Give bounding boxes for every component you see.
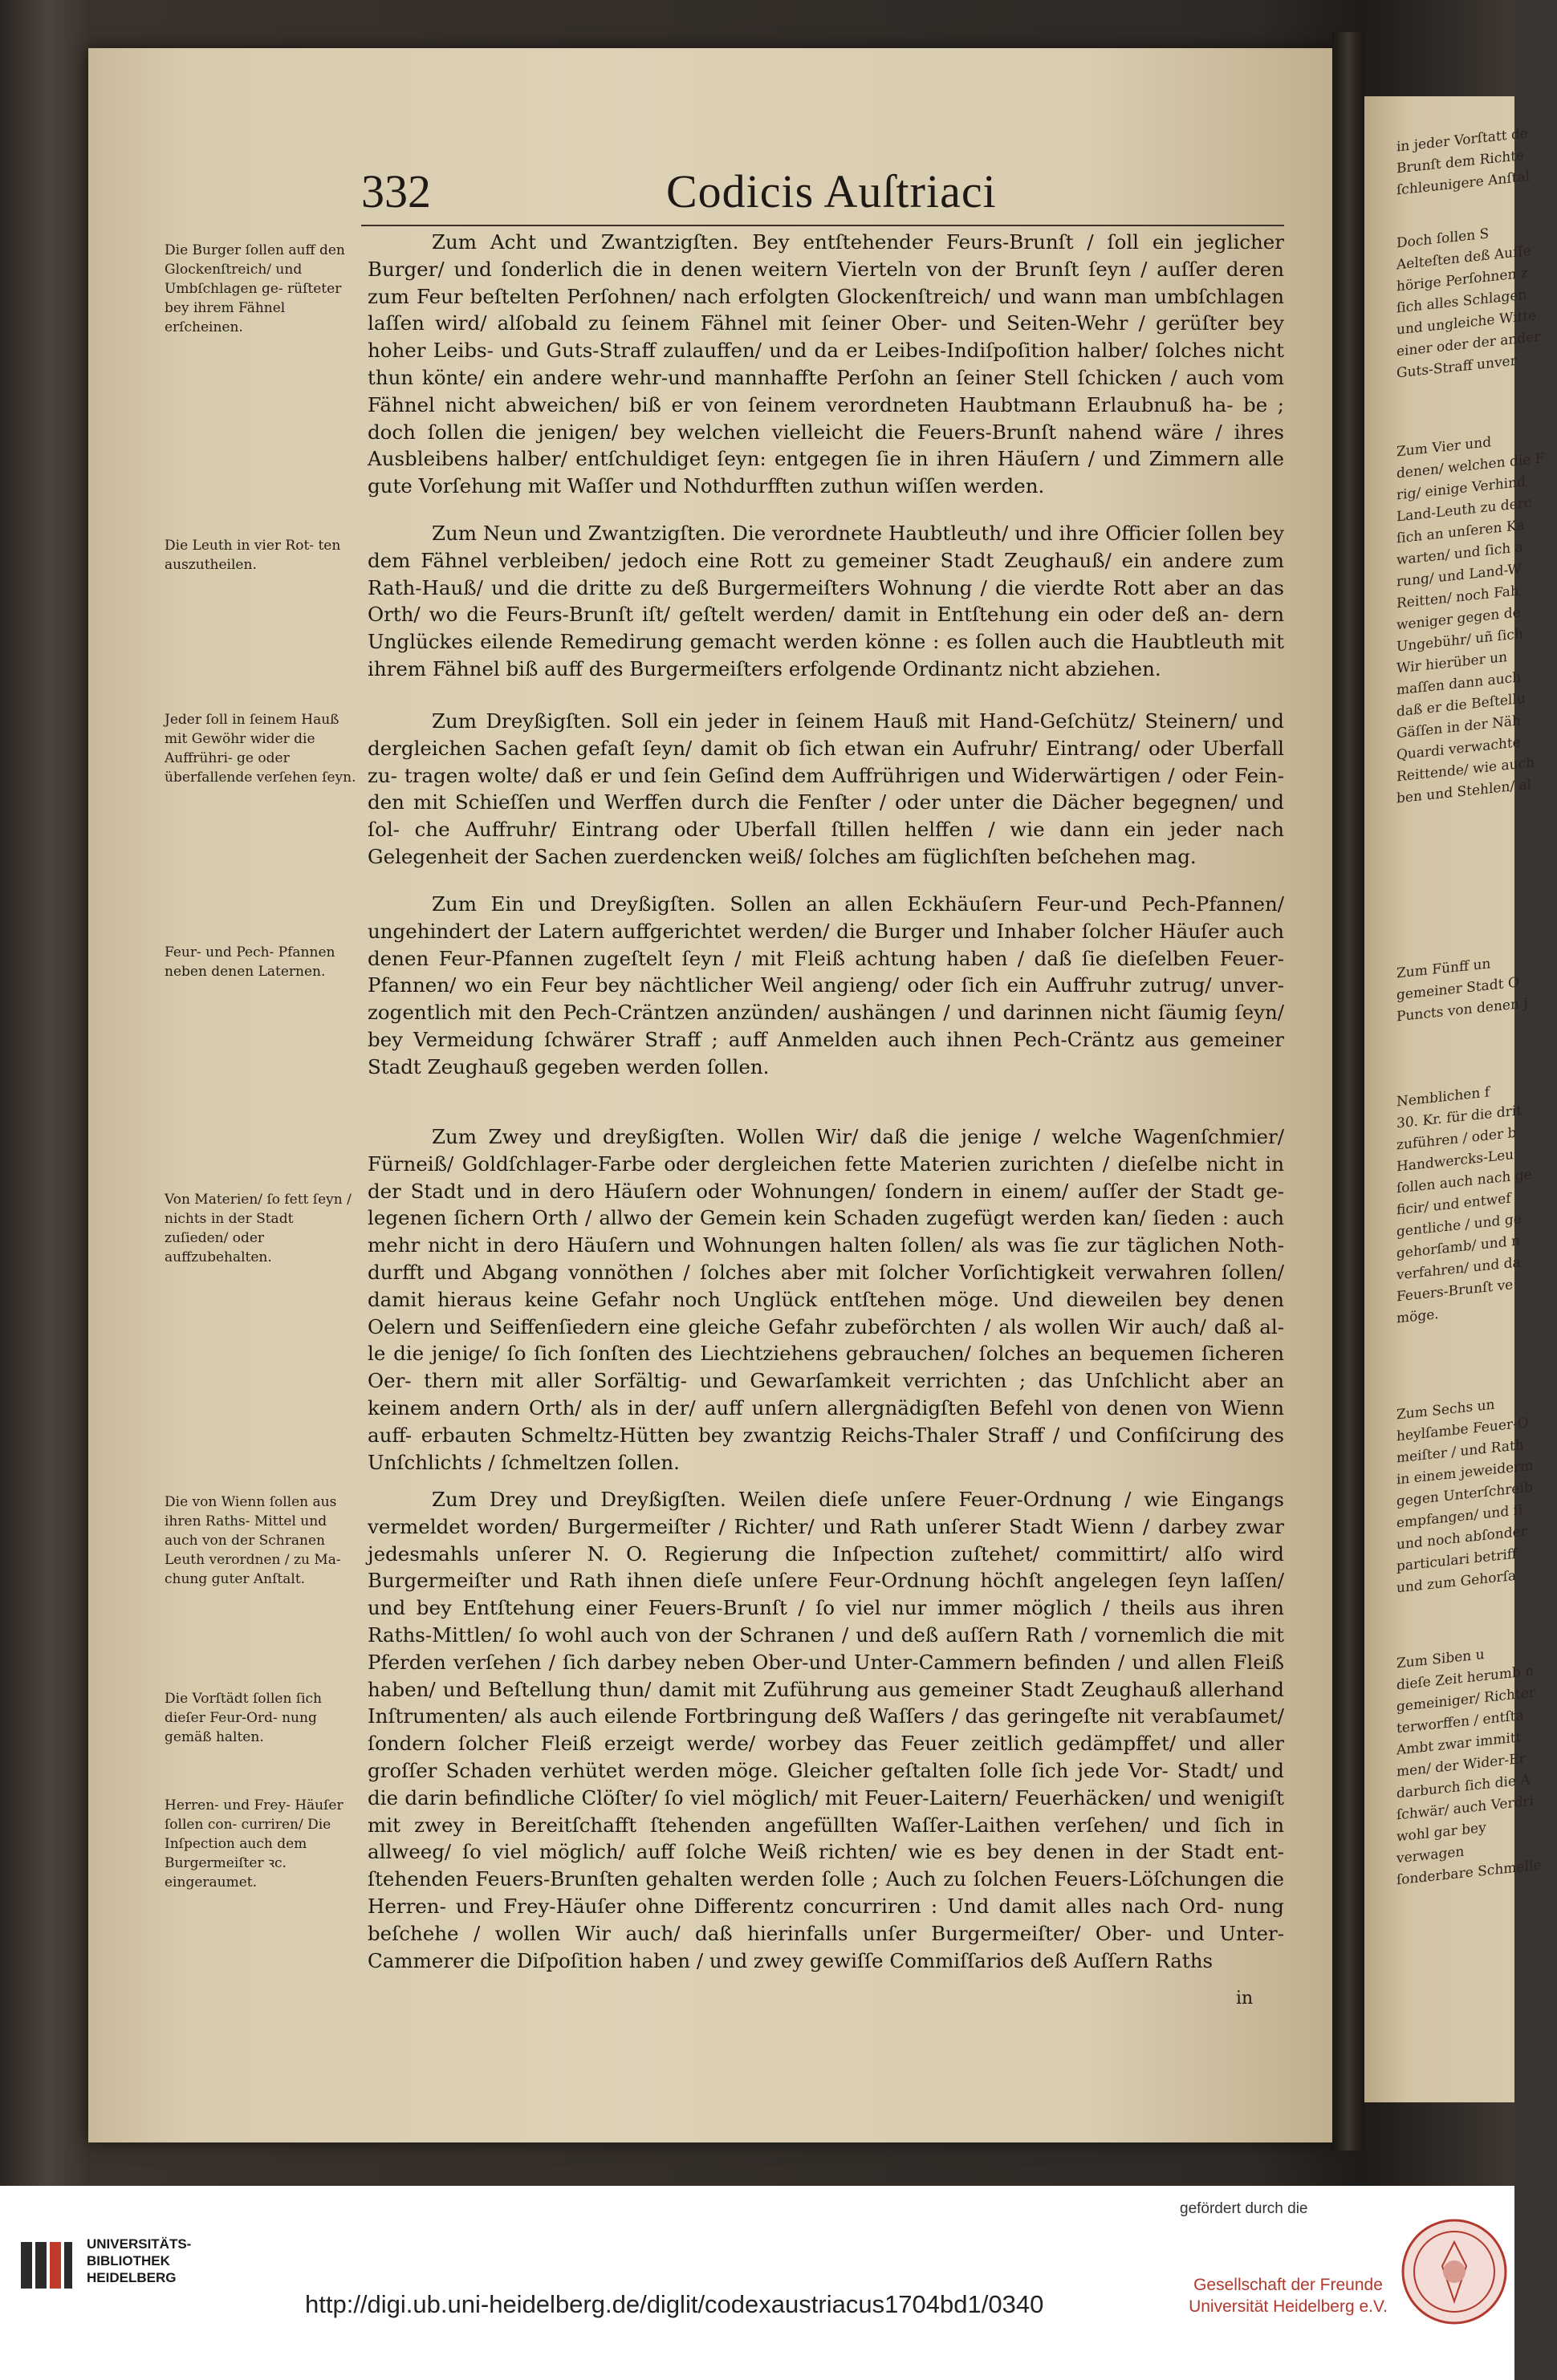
margin-note: Jeder ſoll in ſeinem Hauß mit Gewöhr wider die Auffrühri- ge oder überfallende verſehen ſeyn. [165, 712, 356, 786]
sponsor-label: gefördert durch die [1180, 2200, 1308, 2217]
library-name: UNIVERSITÄTS- BIBLIOTHEK HEIDELBERG [87, 2236, 192, 2285]
facing-page-fragment [1364, 96, 1545, 2102]
catchword: in [1236, 1988, 1254, 2008]
article-29: Zum Neun und Zwantzigſten. Die verordnete Haubtleuth/ und ihre Officier ſollen bey dem Fähnel verbleiben/ jedoch eine Rott zu gemeiner Stadt Zeughauß/ ein andere zum Rath-Hauß/ und die dritte zu deß Burgermeiſters Wohnung / die vierdte Rott aber an das Orth/ wo die Feurs-Brunſt iſt/ geſtelt werden/ damit in Entſtehung ein oder deß an- dern Unglückes eilende Remedirung gemacht werden könne : es ſollen auch die Haubtleuth mit ihrem Fähnel biß auff des Burgermeiſters erfolgende Ordinantz nicht abziehen. [368, 522, 1284, 680]
facing-page-text: Nemblichen f 30. Kr. für die drit zuführen / oder b Handwercks-Leu ſollen auch nach ge ficir/ und entwef gentliche / und ge gehorſamb/ und n verfahren/ und da Feuers-Brunſt ve möge. [1396, 1084, 1532, 1327]
margin-note: Die Leuth in vier Rot- ten auszutheilen. [165, 538, 341, 573]
article-31: Zum Ein und Dreyßigſten. Sollen an allen Eckhäuſern Feur-und Pech-Pfannen/ ungehindert der Latern auffgerichtet werden/ die Burger und Inhaber ſolcher Häuſer auch denen Feur-Pfannen zugeſtelt ſeyn / mit Fleiß achtung haben / daß ſie dieſelben Feuer- Pfannen/ wo ein Feur bey nächtlicher Weil angieng/ oder ſich ein Auffruhr zutrug/ unver- zogentlich mit den Pech-Cräntzen anzünden/ aushängen / und darinnen nicht ſäumig ſeyn/ bey Vermeidung ſchwärer Straff ; auff Anmelden auch ihnen Pech-Cräntz aus gemeiner Stadt Zeughauß gegeben werden ſollen. [368, 892, 1284, 1078]
university-seal-icon [1400, 2218, 1508, 2325]
facing-page-text: Zum Siben u dieſe Zeit herumb n gemeiniger/ Richter terworffen / entſta Ambt zwar immitt men/ der Wider-Er darburch ſich die A ſchwär/ auch Verdri wohl gar bey verwagen ſonderbare Schmelle [1396, 1646, 1542, 1889]
article-28: Zum Acht und Zwantzigſten. Bey entſtehender Feurs-Brunſt / ſoll ein jeglicher Burger/ und ſonderlich die in denen weitern Vierteln von der Brunſt ſeyn / auſſer deren zum Feur beſtelten Perſohnen/ nach erfolgten Glockenſtreich/ und wann man umbſchlagen laſſen wird/ alſobald zu ſeinem Fähnel mit ſeiner Ober- und Seiten-Wehr / gerüſter bey hoher Leibs- und Guts-Straff zulauffen/ und da er Leibes-Indiſpoſition halber/ ſolches nicht thun könte/ ein andere wehr-und mannhaffte Perſohn an ſeiner Stell ſchicken / auch vom Fähnel nicht abweichen/ biß er von ſeinem verordneten Haubtmann Erlaubnuß ha- be ; doch ſollen die jenigen/ bey welchen vielleicht die Feuers-Brunſt nahend wäre / ihres Ausbleibens halber/ entſchuldiget ſeyn: entgegen ſie in ihren Häuſern / und Zimmern alle gute Vorſehung mit Waſſer und Nothdurfften zuthun wiſſen werden. [368, 230, 1284, 498]
viewer-footer [0, 2186, 1514, 2380]
book-spine [1332, 32, 1364, 2151]
article-30: Zum Dreyßigſten. Soll ein jeder in ſeinem Hauß mit Hand-Geſchütz/ Steinern/ und dergleichen Sachen gefaſt ſeyn/ damit ob ſich etwan ein Aufruhr/ Eintrang/ oder Uberfall zu- tragen wolte/ daß er und ſein Geſind dem Auffrührigen und Widerwärtigen / oder Fein- den mit Schieſſen und Werffen durch die Fenſter / oder unter die Dächer begegnen/ und ſol- che Auffruhr/ Eintrang oder Uberfall ſtillen helffen / wie dann ein jeder nach Gelegenheit der Sachen zuerdencken weiß/ ſolches am füglichſten beſchehen mag. [368, 709, 1284, 868]
page-number: 332 [361, 165, 431, 217]
facing-page-text: in jeder Vorſtatt de Brunſt dem Richte ſchleunigere Anſtal [1396, 125, 1531, 199]
margin-note: Die Burger ſollen auff den Glockenſtreich/ und Umbſchlagen ge- rüſteter bey ihrem Fähnel erſcheinen. [165, 242, 345, 335]
facing-page-text: Zum Sechs un heylſambe Feuer-O meiſter / und Rath in einem jeweiderm gegen Unterſchreib empfangen/ und ſi und noch abſonder particulari betriff und zum Gehorſa [1396, 1396, 1534, 1597]
margin-note: Die Vorſtädt ſollen ſich dieſer Feur-Ord- nung gemäß halten. [165, 1691, 322, 1745]
margin-note: Von Materien/ ſo fett ſeyn / nichts in der Stadt zuſieden/ oder auffzubehalten. [165, 1192, 352, 1265]
sponsor-name: Gesellschaft der Freunde Universität Heidelberg e.V. [1189, 2276, 1388, 2316]
article-32: Zum Zwey und dreyßigſten. Wollen Wir/ daß die jenige / welche Wagenſchmier/ Fürneiß/ Goldſchlager-Farbe oder dergleichen fette Materien zurichten / dieſelbe nicht in der Stadt und in dero Häuſern oder Wohnungen/ ſondern in einem/ auſſer der Stadt ge- legenen ſichern Orth / allwo der Gemein kein Schaden zugefügt werden kan/ ſieden : auch mehr nicht in dero Häuſern und Wohnungen halten ſollen/ als was ſie zur täglichen Noth- durfft und Abgang vonnöthen / ſolches aber mit ſolcher Vorſichtigkeit verwahren ſollen/ damit hieraus keine Gefahr noch Unglück entſtehen möge. Und dieweilen bey denen Oelern und Seiffenſiedern eine gleiche Gefahr zubeförchten / als wollen Wir auch/ daß al- le die jenige/ ſo ſich ſonſten des Liechtziehens gebrauchen/ ſolches an bequemen ſicheren Oer- thern mit aller Sorfältig- und Gewarſamkeit verrichten ; das Unſchlicht aber an keinem andern Orth/ als in der/ auff unſern allergnädigſten Befehl von denen von Wienn auff- erbauten Schmeltz-Hütten bey zwantzig Reichs-Thaler Straff / und Confiſcirung des Unſchlichts / ſchmeltzen ſollen. [368, 1125, 1284, 1474]
facing-page-text: Zum Vier und denen/ welchen die F rig/ einige Verhind Land-Leuth zu derc ſich an unſeren Ka warten/ und ſich a rung/ und Land-W Reitten/ noch Fah weniger gegen de Ungebühr/ uñ ſich Wir hierüber un maſſen dann auch daß er die Beſtellu Gäſſen in der Näh Quardi verwachte Reittende/ wie auch ben und Stehlen/ al [1396, 434, 1545, 807]
header-rule [361, 225, 1284, 226]
facing-page-text: Doch ſollen S Aelteſten deß Auſſe hörige Perſohnen z ſich alles Schlagen und ungleiche Witte einer oder der ander Guts-Straff unver [1396, 225, 1541, 382]
page-header [361, 164, 1067, 229]
margin-note: Herren- und Frey- Häuſer ſollen con- curriren/ Die Inſpection auch dem Burgermeiſter ꝛc. eingeraumet. [165, 1797, 344, 1891]
article-33: Zum Drey und Dreyßigſten. Weilen dieſe unſere Feuer-Ordnung / wie Eingangs vermeldet worden/ Burgermeiſter / Richter/ und Rath unſerer Stadt Wienn / darbey zwar jedesmahls unſerer N. O. Regierung die Inſpection zuſtehet/ committirt/ alſo wird Burgermeiſter und Rath ihnen dieſe unſere Feur-Ordnung höchſt angelegen ſeyn laſſen/ und bey Entſtehung einer Feuers-Brunſt / ſo viel nur immer möglich / theils aus ihren Raths-Mittlen/ ſo wohl auch von der Schranen / und deß auſſern Rath / vornemlich die mit Pferden verſehen / ſich darbey neben Ober-und Unter-Cammern befinden / und allen Fleiß haben/ und Beſtellung thun/ damit mit Zuführung aus gemeiner Stadt Zeughauß allerhand Inſtrumenten/ als auch eilende Fortbringung deß Waſſers / das geringeſte nit verabſaumet/ ſondern ſolcher Fleiß erzeigt werde/ worbey das Feuer zeitlich gedämpffet/ und aller groſſer Schaden verhütet werden möge. Gleicher geſtalten ſolle ſich jede Vor- Stadt/ und die darin befindliche Clöſter/ ſo viel möglich/ mit Feuer-Laitern/ Feuerhäcken/ und wenigiſt mit zwey in Bereitſchafft ſtehenden angefüllten Waſſer-Laithen verſehen/ und ſich in allweeg/ ſo viel möglich/ auff ſolche Weiß richten/ wie es bey denen in der Stadt ent- ſtehenden Feuers-Brunſten gehalten werden ſolle ; Auch zu ſolchen Feuers-Löſchungen die Herren- und Frey-Häuſer ohne Differentz concurriren : Und damit alles nach Ord- nung beſchehe / wollen Wir auch/ daß hierinfalls unſer Burgermeiſter/ Ober- und Unter- Cammerer die Diſpoſition haben / und zwey gewiſſe Commiſſarios deß Auſſern Raths [368, 1488, 1284, 1972]
permalink-url[interactable]: http://digi.ub.uni-heidelberg.de/diglit/codexaustriacus1704bd1/0340 [305, 2290, 1044, 2318]
margin-note: Die von Wienn ſollen aus ihren Raths- Mittel und auch von der Schranen Leuth verordnen / zu Ma- chung guter Anſtalt. [165, 1494, 341, 1587]
facing-page-text: Zum Fünff un gemeiner Stadt O Puncts von denen j [1396, 956, 1528, 1026]
margin-note: Feur- und Pech- Pfannen neben denen Laternen. [165, 944, 335, 980]
running-title: Codicis Auſtriaci [666, 165, 997, 217]
library-logo-icon [16, 2236, 75, 2295]
